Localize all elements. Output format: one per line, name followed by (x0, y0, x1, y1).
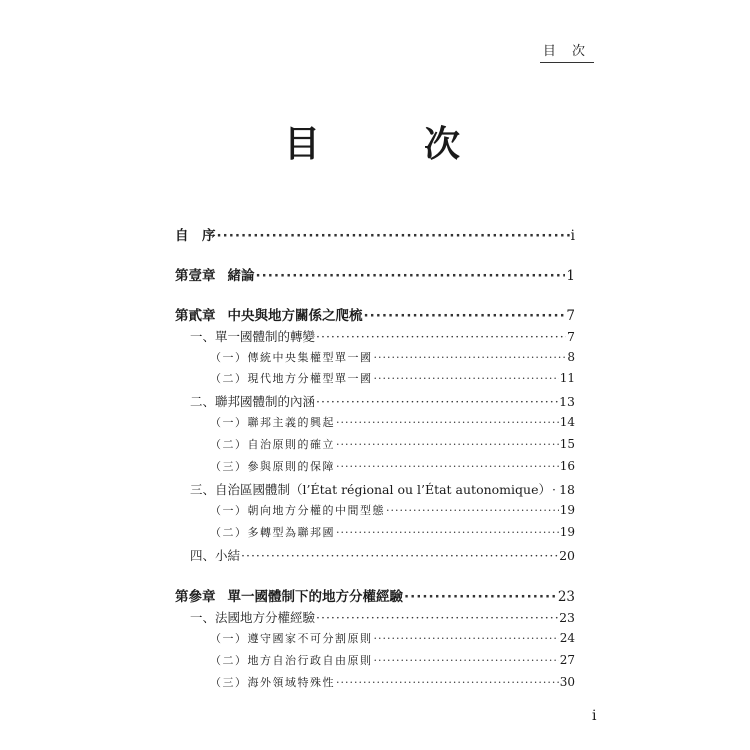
toc-entry-subsection (210, 674, 575, 690)
toc-entry-title: 一、法國地方分權經驗 (190, 610, 316, 625)
leader-dots (374, 351, 567, 364)
leader-dots (404, 589, 557, 605)
toc-entry-subsection (210, 349, 575, 365)
leader-dots (386, 504, 559, 517)
toc-entry-page: 20 (559, 548, 575, 563)
toc-entry-page: 30 (559, 675, 575, 689)
toc-entry-page: 19 (559, 503, 575, 517)
toc-entry-section (190, 480, 575, 498)
toc-entry-title: （一）聯邦主義的興起 (210, 416, 335, 429)
toc-entry-section (190, 608, 575, 626)
leader-dots (336, 460, 559, 473)
leader-dots (241, 548, 558, 563)
toc-entry-subsection (210, 652, 575, 668)
toc-entry-subsection (210, 370, 575, 386)
leader-dots (336, 416, 559, 429)
toc-entry-subsection (210, 502, 575, 518)
toc-entry-page: 15 (559, 437, 575, 451)
toc-entry-page: i (570, 228, 575, 244)
toc-entry-title: （三）海外領域特殊性 (210, 676, 335, 689)
toc-entry-page: 14 (559, 415, 575, 429)
toc-entry-page: 13 (559, 394, 575, 409)
toc-entry-page: 27 (559, 653, 575, 667)
toc-entry-title: 二、聯邦國體制的內涵 (190, 394, 316, 409)
toc-entry-title: （二）地方自治行政自由原則 (210, 654, 373, 667)
toc-entry-page: 11 (559, 371, 575, 385)
toc-entry-title: （二）自治原則的確立 (210, 438, 335, 451)
chapter-number: 第壹章 (175, 268, 216, 284)
toc-entry-page: 7 (566, 308, 575, 324)
toc-entry-chapter-3 (175, 585, 575, 605)
toc-entry-subsection (210, 414, 575, 430)
toc-entry-title: 四、小結 (190, 548, 241, 563)
toc-entry-title: 一、單一國體制的轉變 (190, 329, 316, 344)
toc-entry-section (190, 392, 575, 410)
toc-entry-title: 中央與地方關係之爬梳 (227, 308, 363, 324)
toc-entry-title: 緒論 (227, 268, 255, 284)
toc-entry-preface (175, 224, 575, 244)
leader-dots (256, 268, 566, 284)
leader-dots (374, 632, 559, 645)
toc-entry-page: 18 (559, 482, 575, 497)
leader-dots (217, 228, 570, 244)
toc-entry-page: 7 (567, 329, 575, 344)
toc-entry-page: 16 (559, 459, 575, 473)
toc-entry-chapter-2 (175, 304, 575, 324)
leader-dots (336, 438, 559, 451)
toc-entry-page: 23 (557, 589, 575, 605)
leader-dots (336, 526, 559, 539)
leader-dots (336, 676, 559, 689)
toc-entry-title: （三）參與原則的保障 (210, 460, 335, 473)
leader-dots (364, 308, 566, 324)
toc-entry-subsection (210, 524, 575, 540)
toc-entry-title: （二）多轉型為聯邦國 (210, 526, 335, 539)
toc-entry-subsection (210, 458, 575, 474)
toc-entry-page: 24 (559, 631, 575, 645)
toc-entry-title: （二）現代地方分權型單一國 (210, 372, 373, 385)
toc-entry-section (190, 546, 575, 564)
toc-entry-page: 8 (567, 350, 575, 364)
page-title: 目 次 (283, 123, 494, 165)
leader-dots (316, 610, 558, 625)
toc-entry-title: （一）遵守國家不可分割原則 (210, 632, 373, 645)
toc-entry-title: 單一國體制下的地方分權經驗 (227, 589, 403, 605)
chapter-number: 第參章 (175, 589, 216, 605)
leader-dots (374, 654, 559, 667)
toc-entry-title: 自 序 (175, 228, 216, 244)
toc-entry-title: （一）朝向地方分權的中間型態 (210, 504, 385, 517)
toc-entry-subsection (210, 436, 575, 452)
chapter-number: 第貳章 (175, 308, 216, 324)
leader-dots (374, 372, 559, 385)
leader-dots (316, 394, 558, 409)
toc-entry-subsection (210, 630, 575, 646)
page-number: i (592, 708, 597, 724)
toc-entry-page: 1 (566, 268, 575, 284)
toc-entry-page: 23 (559, 610, 575, 625)
running-head: 目 次 (540, 40, 594, 63)
leader-dots (552, 482, 558, 497)
toc-entry-section (190, 327, 575, 345)
toc-entry-chapter-1 (175, 264, 575, 284)
leader-dots (316, 329, 566, 344)
toc-entry-title: （一）傳統中央集權型單一國 (210, 351, 373, 364)
toc-entry-title: 三、自治區國體制（l’État régional ou l’État autonomique） (190, 482, 551, 497)
toc-entry-page: 19 (559, 525, 575, 539)
